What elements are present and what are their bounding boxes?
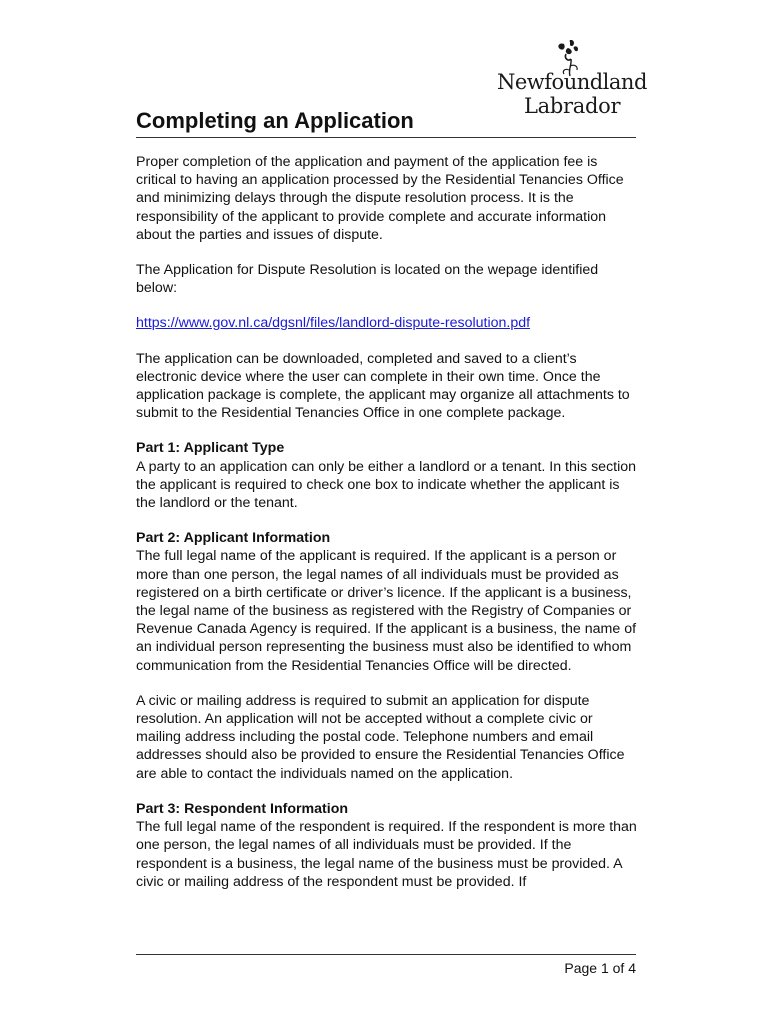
logo-text-labrador: Labrador — [524, 94, 621, 118]
part3-heading: Part 3: Respondent Information — [136, 800, 349, 817]
page-number: Page 1 of 4 — [564, 960, 636, 976]
part1-heading: Part 1: Applicant Type — [136, 440, 285, 457]
address-paragraph: A civic or mailing address is required to submit an application for dispute resolution. An application will not be accepted without a complete civic or mailing address including the postal code. Telephone numbers and email addresses should also be provided to ensure the Residential Tenancies Office are able to contact the individuals named on the application. — [136, 692, 625, 782]
footer-divider — [136, 954, 636, 955]
application-form-link[interactable]: https://www.gov.nl.ca/dgsnl/files/landlord-dispute-resolution.pdf — [136, 315, 531, 332]
download-paragraph: The application can be downloaded, completed and saved to a client’s electronic device where the user can complete in their own time. Once the application package is complete, the applicant may organize all attachments to submit to the Residential Tenancies Office in one complete package. — [136, 350, 630, 422]
part1-section — [136, 439, 640, 512]
part2-heading: Part 2: Applicant Information — [136, 530, 331, 547]
part1-text: A party to an application can only be either a landlord or a tenant. In this section the applicant is required to check one box to indicate whether the applicant is the landlord or the tenant. — [136, 458, 637, 512]
part2-section — [136, 529, 640, 675]
logo-text-newfoundland: Newfoundland — [497, 70, 647, 94]
newfoundland-labrador-logo — [494, 40, 647, 120]
application-location-paragraph: The Application for Dispute Resolution is located on the wepage identified below: — [136, 262, 599, 297]
part3-section — [136, 800, 640, 891]
document-body — [136, 153, 640, 908]
part3-text: The full legal name of the respondent is required. If the respondent is more than one person, the legal names of all individuals must be provided. If the respondent is a business, the legal name of the business must be provided. A civic or mailing address of the respondent must be provided. If — [136, 819, 637, 890]
application-link-paragraph — [136, 314, 640, 332]
intro-paragraph: Proper completion of the application and payment of the application fee is critical to having an application processed by the Residential Tenancies Office and minimizing delays through the dispute resolution process. It is the responsibility of the applicant to provide complete and accurate information about the parties and issues of dispute. — [136, 154, 624, 243]
part2-text: The full legal name of the applicant is required. If the applicant is a person or more than one person, the legal names of all individuals must be provided as registered on a birth certificate or driver’s licence. If the applicant is a business, the legal name of the business as registered with the Registry of Companies or Revenue Canada Agency is required. If the applicant is a business, the name of an individual person representing the business must also be identified to whom communication from the Residential Tenancies Office will be directed. — [136, 548, 637, 674]
page-title: Completing an Application — [136, 108, 414, 133]
title-divider — [136, 137, 636, 138]
